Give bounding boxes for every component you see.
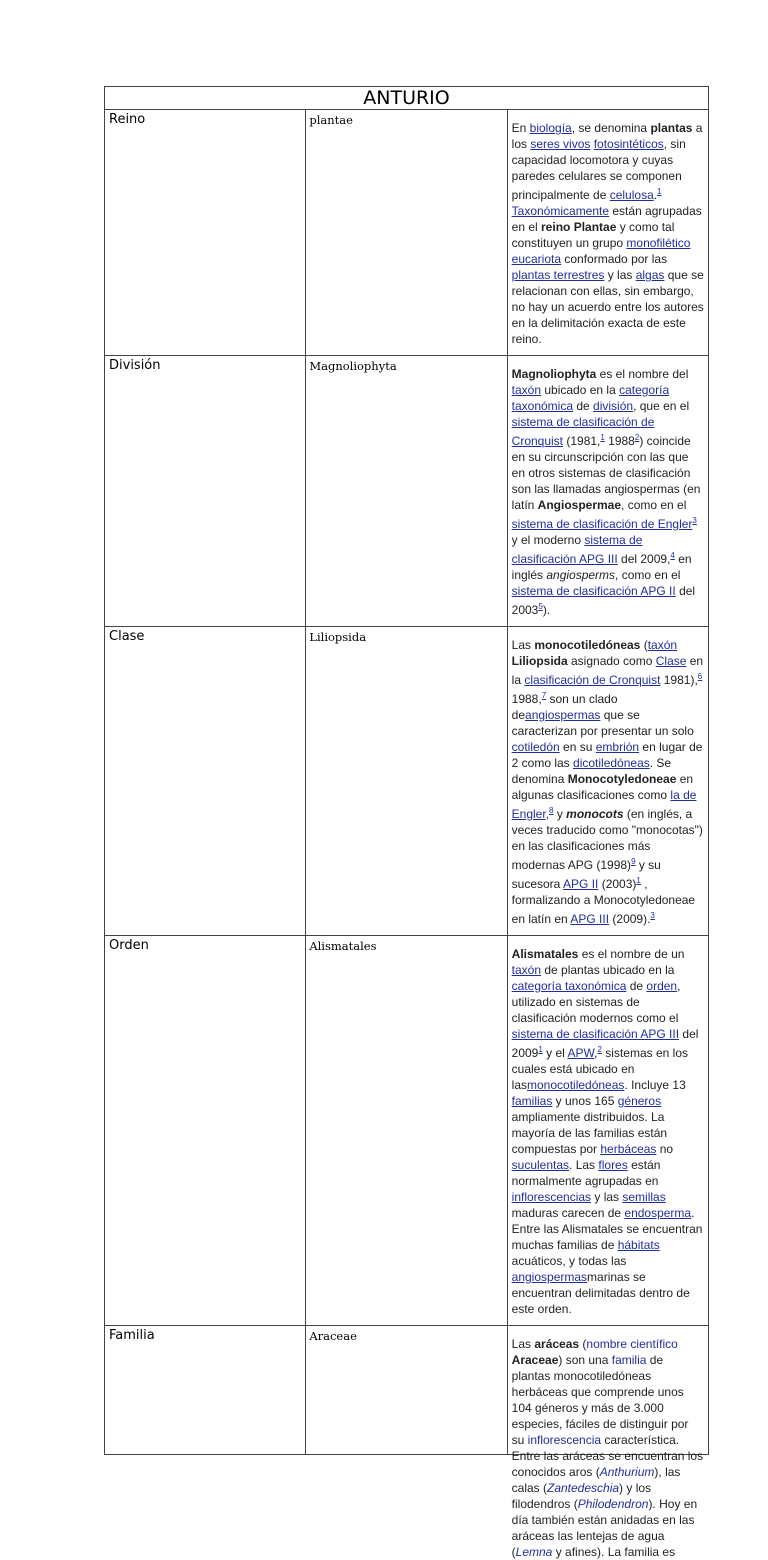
bold-term: aráceas — [534, 1337, 580, 1351]
footnote-ref[interactable]: 3 — [650, 911, 655, 920]
wiki-link[interactable]: Anthurium — [599, 1465, 655, 1479]
text-run: a los — [511, 121, 703, 151]
text-run: del 2003 — [511, 584, 696, 617]
wiki-link[interactable]: angiospermas — [511, 1270, 588, 1284]
text-run: (en inglés, a veces traducido como "monocotas") en las clasificaciones más modernas APG (1998) — [511, 807, 703, 872]
text-run: . Las — [569, 1158, 599, 1172]
footnote-ref[interactable]: 3 — [692, 516, 697, 525]
bold-term: Angiospermae — [537, 498, 622, 512]
text-run: y — [553, 807, 567, 821]
taxonomy-table — [104, 86, 709, 1559]
wiki-link[interactable]: sistema de clasificación de Engler — [511, 517, 693, 531]
text-run: marinas se encuentran delimitadas dentro de este orden. — [511, 1270, 690, 1316]
bold-term: Magnoliophyta — [511, 367, 597, 381]
bold-italic-term: monocots — [566, 807, 624, 821]
wiki-link[interactable]: monofilético — [626, 236, 691, 250]
text-run: y su sucesora — [511, 858, 661, 891]
text-run: de plantas ubicado en la — [541, 963, 675, 977]
wiki-link[interactable]: dicotiledóneas — [573, 756, 650, 770]
text-run: de — [626, 979, 647, 993]
wiki-link[interactable]: hábitats — [617, 1238, 660, 1252]
wiki-link[interactable]: sistema de clasificación APG III — [511, 533, 643, 566]
text-run: ), las calas ( — [511, 1465, 681, 1495]
wiki-link[interactable]: APG III — [570, 912, 610, 926]
text-run: (1981, — [563, 434, 601, 448]
wiki-link[interactable]: endosperma — [624, 1206, 692, 1220]
text-run: , se denomina — [571, 121, 651, 135]
wiki-link[interactable]: Philodendron — [577, 1497, 649, 1511]
text-run: conformado por las — [561, 252, 668, 266]
wiki-link[interactable]: clasificación de Cronquist — [524, 673, 661, 687]
table-row-orden — [105, 936, 709, 1326]
text-run: y el moderno — [511, 533, 585, 547]
text-run: , como en el — [615, 568, 681, 582]
wiki-link[interactable]: la de Engler — [511, 788, 697, 821]
rank-label: Clase — [109, 629, 145, 644]
rank-label: Familia — [109, 1328, 155, 1343]
wiki-link[interactable]: familia — [611, 1353, 647, 1367]
text-run: ). — [542, 603, 551, 617]
wiki-link[interactable]: géneros — [617, 1094, 662, 1108]
footnote-ref[interactable]: 1 — [657, 187, 662, 196]
table-row-reino — [105, 110, 709, 356]
wiki-link[interactable]: monocotiledóneas — [527, 1078, 625, 1092]
wiki-link[interactable]: división — [593, 399, 634, 413]
rank-value: Araceae — [309, 1329, 357, 1343]
text-run: , sin capacidad locomotora y cuyas paredes celulares se componen principalmente de — [511, 137, 686, 202]
rank-description — [508, 936, 708, 1325]
wiki-link[interactable]: sistema de clasificación APG III — [511, 1027, 680, 1041]
footnote-ref[interactable]: 4 — [670, 551, 675, 560]
wiki-link[interactable]: nombre científico — [586, 1337, 678, 1351]
bold-term: Liliopsida — [511, 654, 568, 668]
text-run: están normalmente agrupadas en — [511, 1158, 661, 1188]
text-run: 1988 — [604, 434, 635, 448]
text-run: ( — [640, 638, 648, 652]
wiki-link[interactable]: taxón — [511, 963, 542, 977]
text-run: (2003) — [598, 877, 637, 891]
text-run: y afines). La familia es — [552, 1545, 676, 1559]
wiki-link[interactable]: sistema de clasificación de Cronquist — [511, 415, 655, 448]
text-run: Las — [511, 638, 535, 652]
table-row-familia — [105, 1326, 709, 1455]
bold-term: Monocotyledoneae — [567, 772, 677, 786]
wiki-link[interactable]: cotiledón — [511, 740, 560, 754]
text-run: en inglés — [511, 552, 692, 582]
text-run: están agrupadas en el — [511, 204, 702, 234]
text-run: ampliamente distribuidos. La mayoría de las familias están compuestas por — [511, 1110, 668, 1156]
wiki-link[interactable]: plantas terrestres — [511, 268, 605, 282]
text-run: son un clado de — [511, 692, 618, 722]
footnote-ref[interactable]: 8 — [549, 806, 554, 815]
footnote-ref[interactable]: 2 — [597, 1045, 602, 1054]
footnote-ref[interactable]: 2 — [634, 433, 640, 442]
text-run: 1981), — [660, 673, 698, 687]
wiki-link[interactable]: familias — [511, 1094, 553, 1108]
text-run: ) coincide en su circunscripción con las que en otros sistemas de clasificación son las llamadas angiospermas (en latín — [511, 434, 701, 512]
wiki-link[interactable]: taxón — [511, 383, 542, 397]
title-row — [105, 87, 709, 110]
text-run: ) y los filodendros ( — [511, 1481, 652, 1511]
wiki-link[interactable]: sistema de clasificación APG II — [511, 584, 676, 598]
text-run: Las — [511, 1337, 535, 1351]
wiki-link[interactable]: suculentas — [511, 1158, 570, 1172]
table-title: ANTURIO — [105, 87, 709, 110]
rank-label: Reino — [109, 112, 146, 127]
text-run: 1988, — [511, 692, 542, 706]
text-run: del 2009 — [511, 1027, 699, 1060]
text-run: sistemas en los cuales está ubicado en las — [511, 1046, 689, 1092]
text-run: asignado como — [567, 654, 656, 668]
wiki-link[interactable]: celulosa — [609, 188, 654, 202]
wiki-link[interactable]: inflorescencia — [527, 1433, 602, 1447]
text-run: ubicado en la — [541, 383, 620, 397]
text-run: En — [511, 121, 530, 135]
footnote-ref[interactable]: 1 — [600, 433, 605, 442]
wiki-link[interactable]: eucariota — [511, 252, 562, 266]
text-run: ( — [579, 1337, 587, 1351]
text-run: ) son una — [558, 1353, 612, 1367]
italic-term: angiosperms — [546, 568, 616, 582]
text-run: maduras carecen de — [511, 1206, 625, 1220]
text-run: en su — [559, 740, 596, 754]
text-run: . — [653, 188, 658, 202]
text-run: , — [545, 807, 550, 821]
wiki-link[interactable]: Zantedeschia — [547, 1481, 620, 1495]
table-row-division — [105, 356, 709, 627]
text-run: , como en el — [621, 498, 687, 512]
footnote-ref[interactable]: 7 — [541, 691, 547, 700]
wiki-link[interactable]: orden — [646, 979, 678, 993]
rank-label: Orden — [109, 938, 149, 953]
text-run: , — [594, 1046, 598, 1060]
footnote-ref[interactable]: 5 — [538, 602, 543, 611]
text-run: del 2009, — [617, 552, 671, 566]
text-run: , que en el — [633, 399, 690, 413]
footnote-ref[interactable]: 6 — [697, 672, 703, 681]
wiki-link[interactable]: APW — [567, 1046, 595, 1060]
text-run: es el nombre del — [596, 367, 689, 381]
text-run: y las — [591, 1190, 623, 1204]
wiki-link[interactable]: Lemna — [515, 1545, 553, 1559]
text-run: y unos 165 — [552, 1094, 618, 1108]
text-run: ). Hoy en día también están anidadas en las aráceas las lentejas de agua ( — [511, 1497, 698, 1559]
rank-description — [508, 110, 708, 355]
text-run: (2009). — [609, 912, 651, 926]
wiki-link[interactable]: herbáceas — [600, 1142, 657, 1156]
text-run: y las — [604, 268, 636, 282]
text-run: y el — [542, 1046, 568, 1060]
wiki-link[interactable]: categoría taxonómica — [511, 979, 627, 993]
text-run: es el nombre de un — [578, 947, 685, 961]
bold-term: plantas — [650, 121, 693, 135]
text-run: . Se denomina — [511, 756, 672, 786]
bold-term: Alismatales — [511, 947, 579, 961]
rank-label: División — [109, 358, 161, 373]
text-run: en la — [511, 654, 704, 687]
wiki-link[interactable]: biología — [529, 121, 572, 135]
table-row-clase — [105, 627, 709, 936]
rank-value: Liliopsida — [309, 630, 367, 644]
wiki-link[interactable]: fotosintéticos — [593, 137, 664, 151]
wiki-link[interactable]: flores — [598, 1158, 628, 1172]
bold-term: reino Plantae — [541, 220, 617, 234]
text-run: acuáticos, y todas las — [511, 1254, 627, 1268]
text-run: en lugar de 2 como las — [511, 740, 703, 770]
wiki-link[interactable]: seres vivos — [530, 137, 591, 151]
wiki-link[interactable]: Taxonómicamente — [511, 204, 610, 218]
text-run: que se relacionan con ellas, sin embargo, no hay un acuerdo entre los autores en la delimitación exacta de este reino. — [511, 268, 704, 346]
text-run: . Incluye 13 — [624, 1078, 686, 1092]
rank-value: Alismatales — [309, 939, 377, 953]
text-run: no — [656, 1142, 674, 1156]
bold-term: Araceae — [511, 1353, 559, 1367]
text-run: en algunas clasificaciones como — [511, 772, 694, 802]
text-run: , utilizado en sistemas de clasificación modernos como el — [511, 979, 681, 1025]
footnote-ref[interactable]: 1 — [636, 876, 641, 885]
rank-description — [508, 627, 708, 935]
wiki-link[interactable]: algas — [635, 268, 665, 282]
wiki-link[interactable]: semillas — [622, 1190, 666, 1204]
text-run: y como tal constituyen un grupo — [511, 220, 675, 250]
wiki-link[interactable]: Clase — [655, 654, 687, 668]
text-run: de plantas monocotiledóneas herbáceas que comprende unos 104 géneros y más de 3.000 especies, fáciles de distinguir por su — [511, 1353, 689, 1447]
wiki-link[interactable]: categoría taxonómica — [511, 383, 670, 413]
text-run: de — [573, 399, 594, 413]
bold-term: monocotiledóneas — [534, 638, 641, 652]
wiki-link[interactable]: angiospermas — [525, 708, 601, 722]
text-run: característica. Entre las aráceas se encuentran los conocidos aros ( — [511, 1433, 704, 1479]
text-run: que se caracterizan por presentar un solo — [511, 708, 694, 738]
footnote-ref[interactable]: 1 — [538, 1045, 543, 1054]
wiki-link[interactable]: inflorescencias — [511, 1190, 592, 1204]
footnote-ref[interactable]: 9 — [631, 857, 636, 866]
text-run: , formalizando a Monocotyledoneae en latín en — [511, 877, 696, 926]
rank-description — [508, 1326, 708, 1559]
rank-description — [508, 356, 708, 626]
wiki-link[interactable]: APG II — [563, 877, 599, 891]
wiki-link[interactable]: embrión — [595, 740, 640, 754]
text-run: . Entre las Alismatales se encuentran muchas familias de — [511, 1206, 703, 1252]
rank-value: plantae — [309, 113, 353, 127]
wiki-link[interactable]: taxón — [647, 638, 678, 652]
rank-value: Magnoliophyta — [309, 359, 397, 373]
